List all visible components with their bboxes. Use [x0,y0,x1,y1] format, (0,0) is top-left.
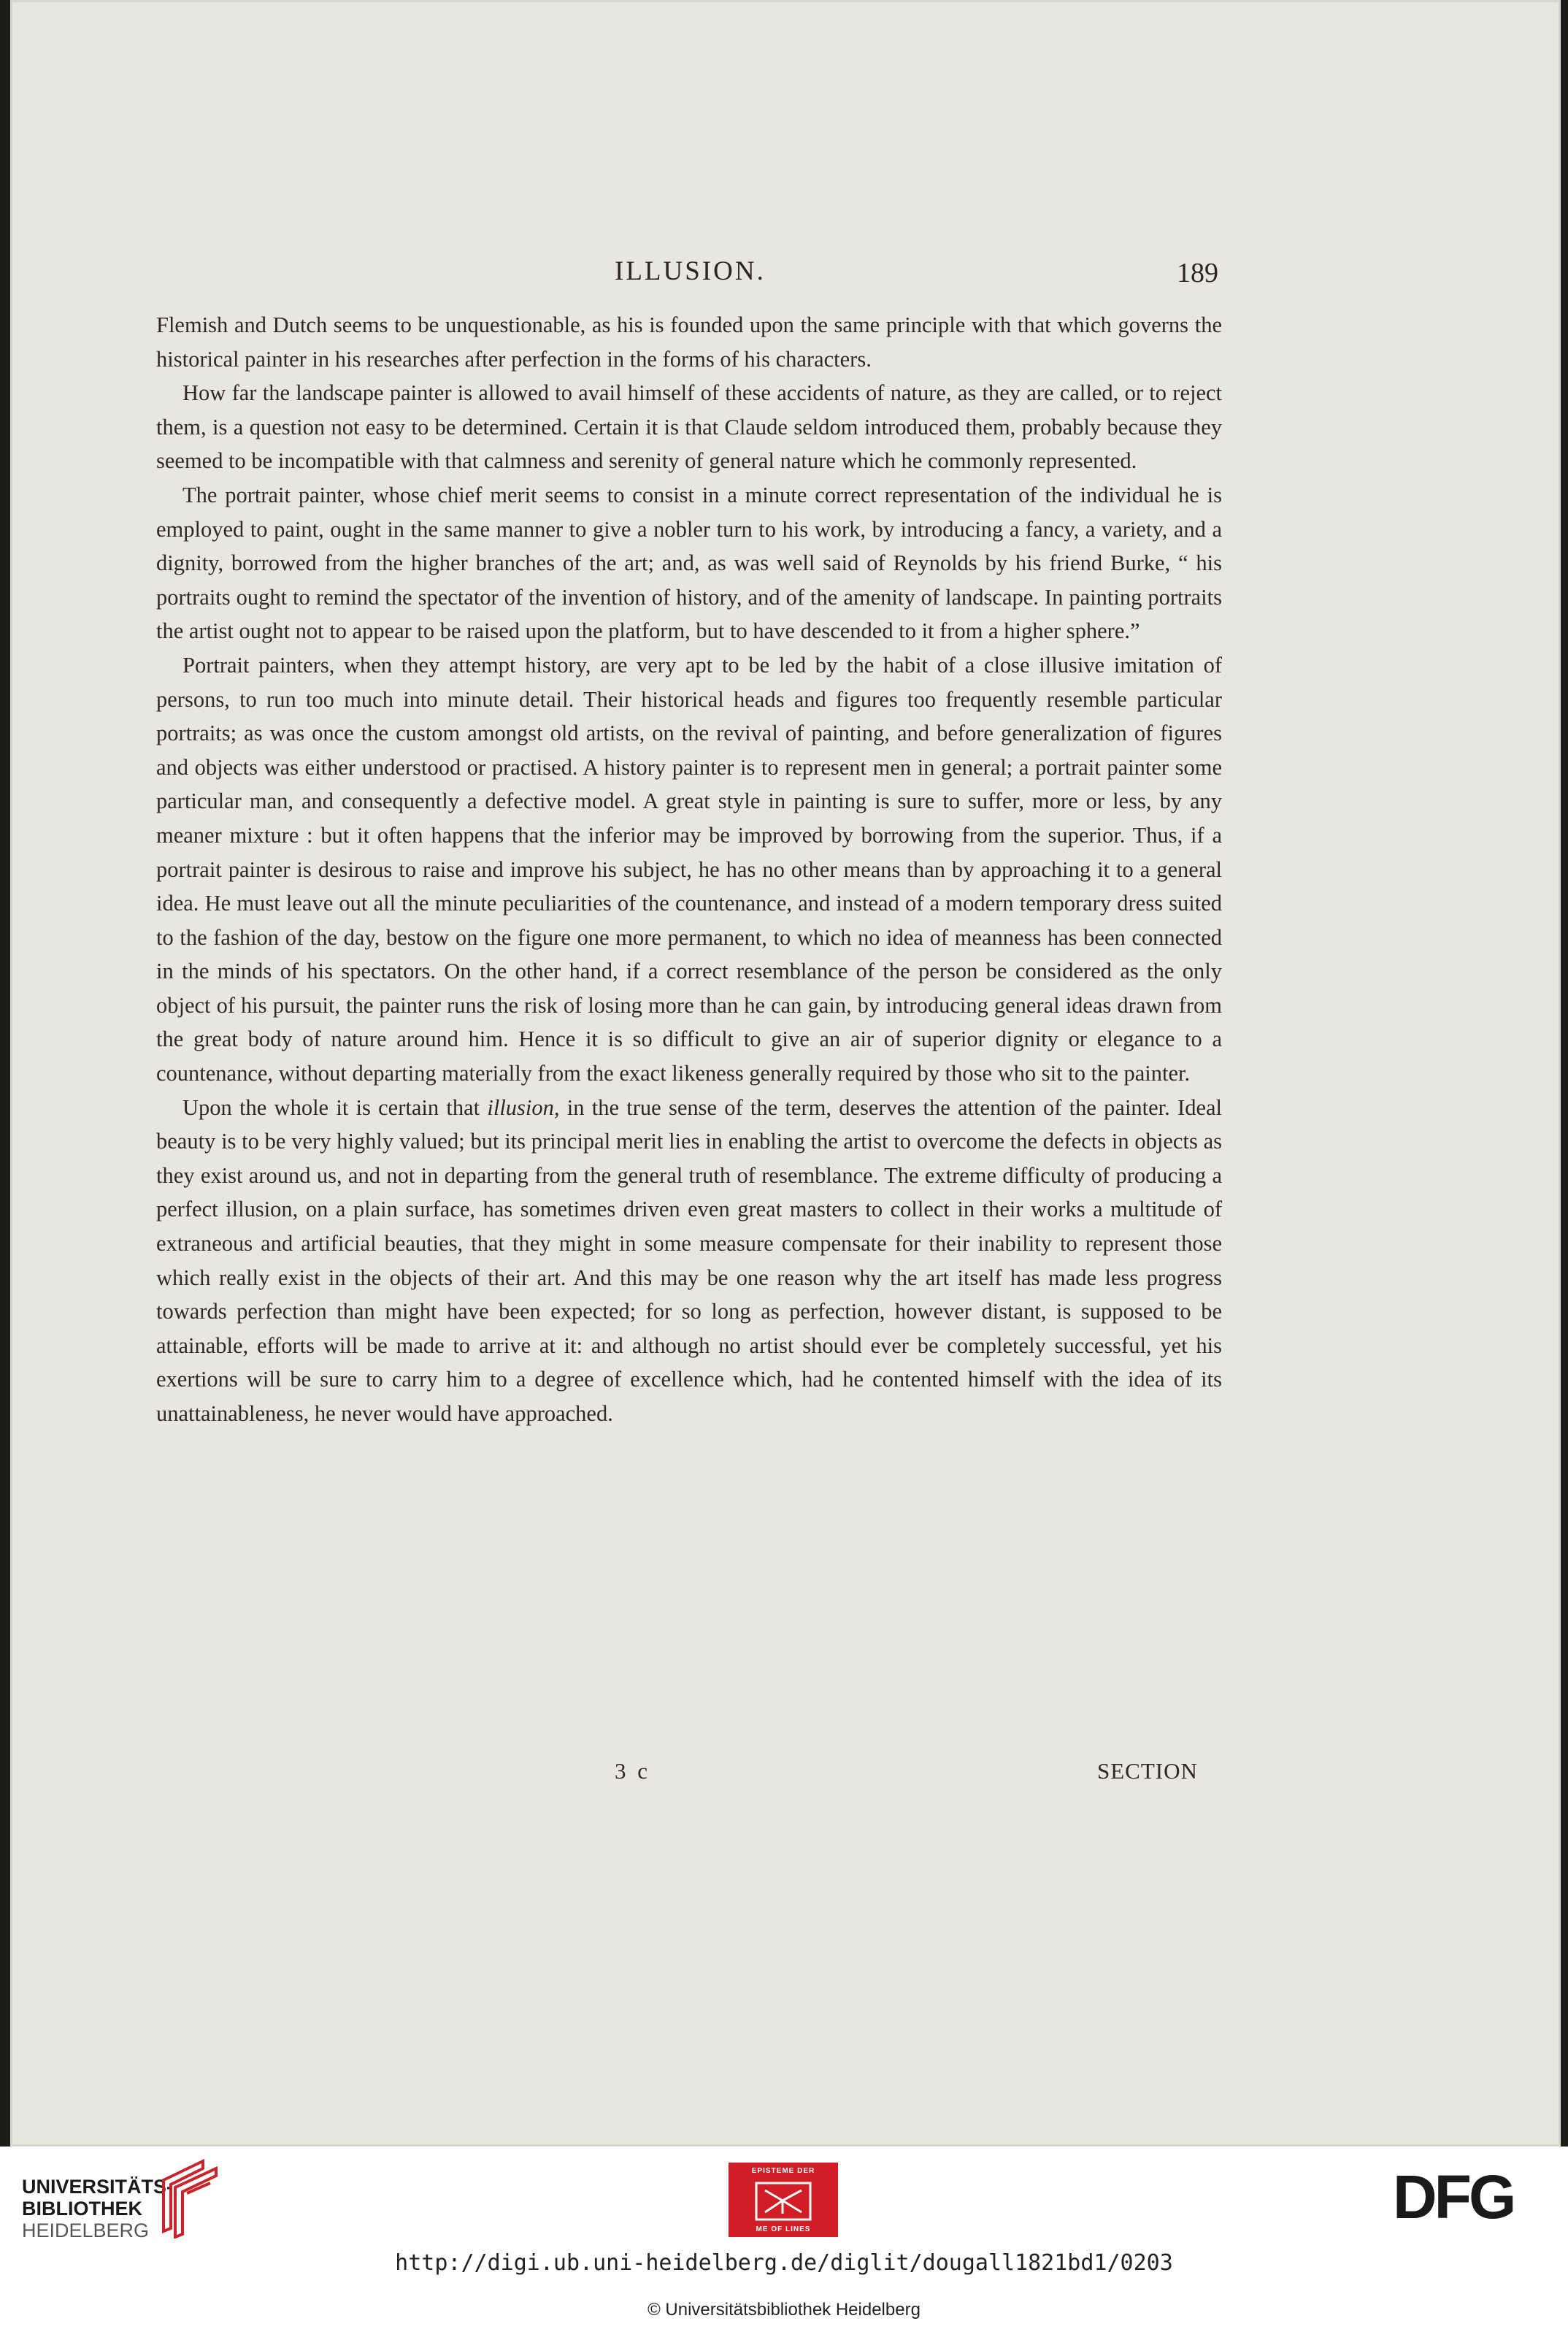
paragraph [156,1091,1222,1431]
paragraph-text: in the true sense of the term, deserves the attention of the painter. Ideal beauty is to be very highly valued; but its principal merit lies in enabling the artist to overcome the defects in objects as they exist around us, and not in departing from the general truth of resemblance. The extreme difficulty of producing a perfect illusion, on a plain surface, has sometimes driven even great masters to collect in their works a multitude of extraneous and artificial beauties, that they might in some measure compensate for their inability to represent those which really exist in the objects of their art. And this may be one reason why the art itself has made less progress towards perfection than might have been expected; for so long as perfection, however distant, is supposed to be attainable, efforts will be made to arrive at it: and although no artist should ever be completely successful, yet his exertions will be sure to carry him to a degree of excellence which, had he contented himself with the idea of its unattainableness, he never would have approached. [156,1094,1222,1426]
library-name-line: UNIVERSITÄTS- [22,2176,174,2198]
dfg-logo-text: DFG [1393,2164,1514,2230]
paragraph: Portrait painters, when they attempt history, are very apt to be led by the habit of a close illusive imitation of persons, to run too much into minute detail. Their historical heads and figures too frequently resemble particular portraits; as was once the custom amongst old artists, on the revival of painting, and before generalization of figures and objects was either understood or practised. A history painter is to represent men in general; a portrait painter some particular man, and consequently a defective model. A great style in painting is sure to suffer, more or less, by any meaner mixture : but it often happens that the inferior may be improved by borrowing from the superior. Thus, if a portrait painter is desirous to raise and improve his subject, he has no other means than by approaching it to a general idea. He must leave out all the minute peculiarities of the countenance, and instead of a modern temporary dress suited to the fashion of the day, bestow on the figure one more permanent, to which no idea of meanness has been connected in the minds of his spectators. On the other hand, if a correct resemblance of the person be considered as the only object of his pursuit, the painter runs the risk of losing more than he can gain, by introducing general ideas drawn from the great body of nature around him. Hence it is so difficult to give an air of superior dignity or elegance to a countenance, without departing materially from the exact likeness generally required by those who sit to the painter. [156,652,1222,1086]
catchword: SECTION [1097,1758,1198,1784]
emphasis-word: illusion, [487,1094,560,1120]
dfg-logo[interactable] [1393,2164,1546,2230]
signature-mark: 3 c [615,1758,651,1784]
permalink[interactable]: http://digi.ub.uni-heidelberg.de/diglit/dougall1821bd1/0203 [395,2250,1173,2276]
library-name-line: BIBLIOTHEK [22,2198,142,2220]
logo-text-bottom: ME OF LINES [756,2225,811,2233]
paragraph: How far the landscape painter is allowed to avail himself of these accidents of nature, as they are called, or to reject them, is a question not easy to be determined. Certain it is that Claude seldom introduced them, probably because they seemed to be incompatible with that calmness and serenity of general nature which he commonly represented. [156,380,1222,474]
running-title: ILLUSION. [615,256,766,286]
body-text [156,308,1222,1431]
paragraph: The portrait painter, whose chief merit seems to consist in a minute correct representation of the individual he is employed to paint, ought in the same manner to give a nobler turn to his work, by introducing a fancy, a variety, and a dignity, borrowed from the higher branches of the art; and, as was well said of Reynolds by his friend Burke, “ his portraits ought to remind the spectator of the invention of history, and of the amenity of landscape. In painting portraits the artist ought not to appear to be raised upon the platform, but to have descended to it from a higher sphere.” [156,482,1222,644]
paragraph: Flemish and Dutch seems to be unquestionable, as his is founded upon the same principle with that which governs the historical painter in his researches after perfection in the forms of his characters. [156,312,1222,372]
library-name-line: HEIDELBERG [22,2220,150,2241]
epistemai-logo[interactable] [729,2163,838,2237]
logo-text-top: EPISTEME DER [751,2167,815,2175]
page-number: 189 [1177,258,1218,288]
copyright-notice: © Universitätsbibliothek Heidelberg [647,2300,921,2320]
rhizome-icon [750,2179,816,2224]
library-emblem-icon [159,2158,220,2239]
paragraph-text: Upon the whole it is certain that [182,1094,488,1120]
